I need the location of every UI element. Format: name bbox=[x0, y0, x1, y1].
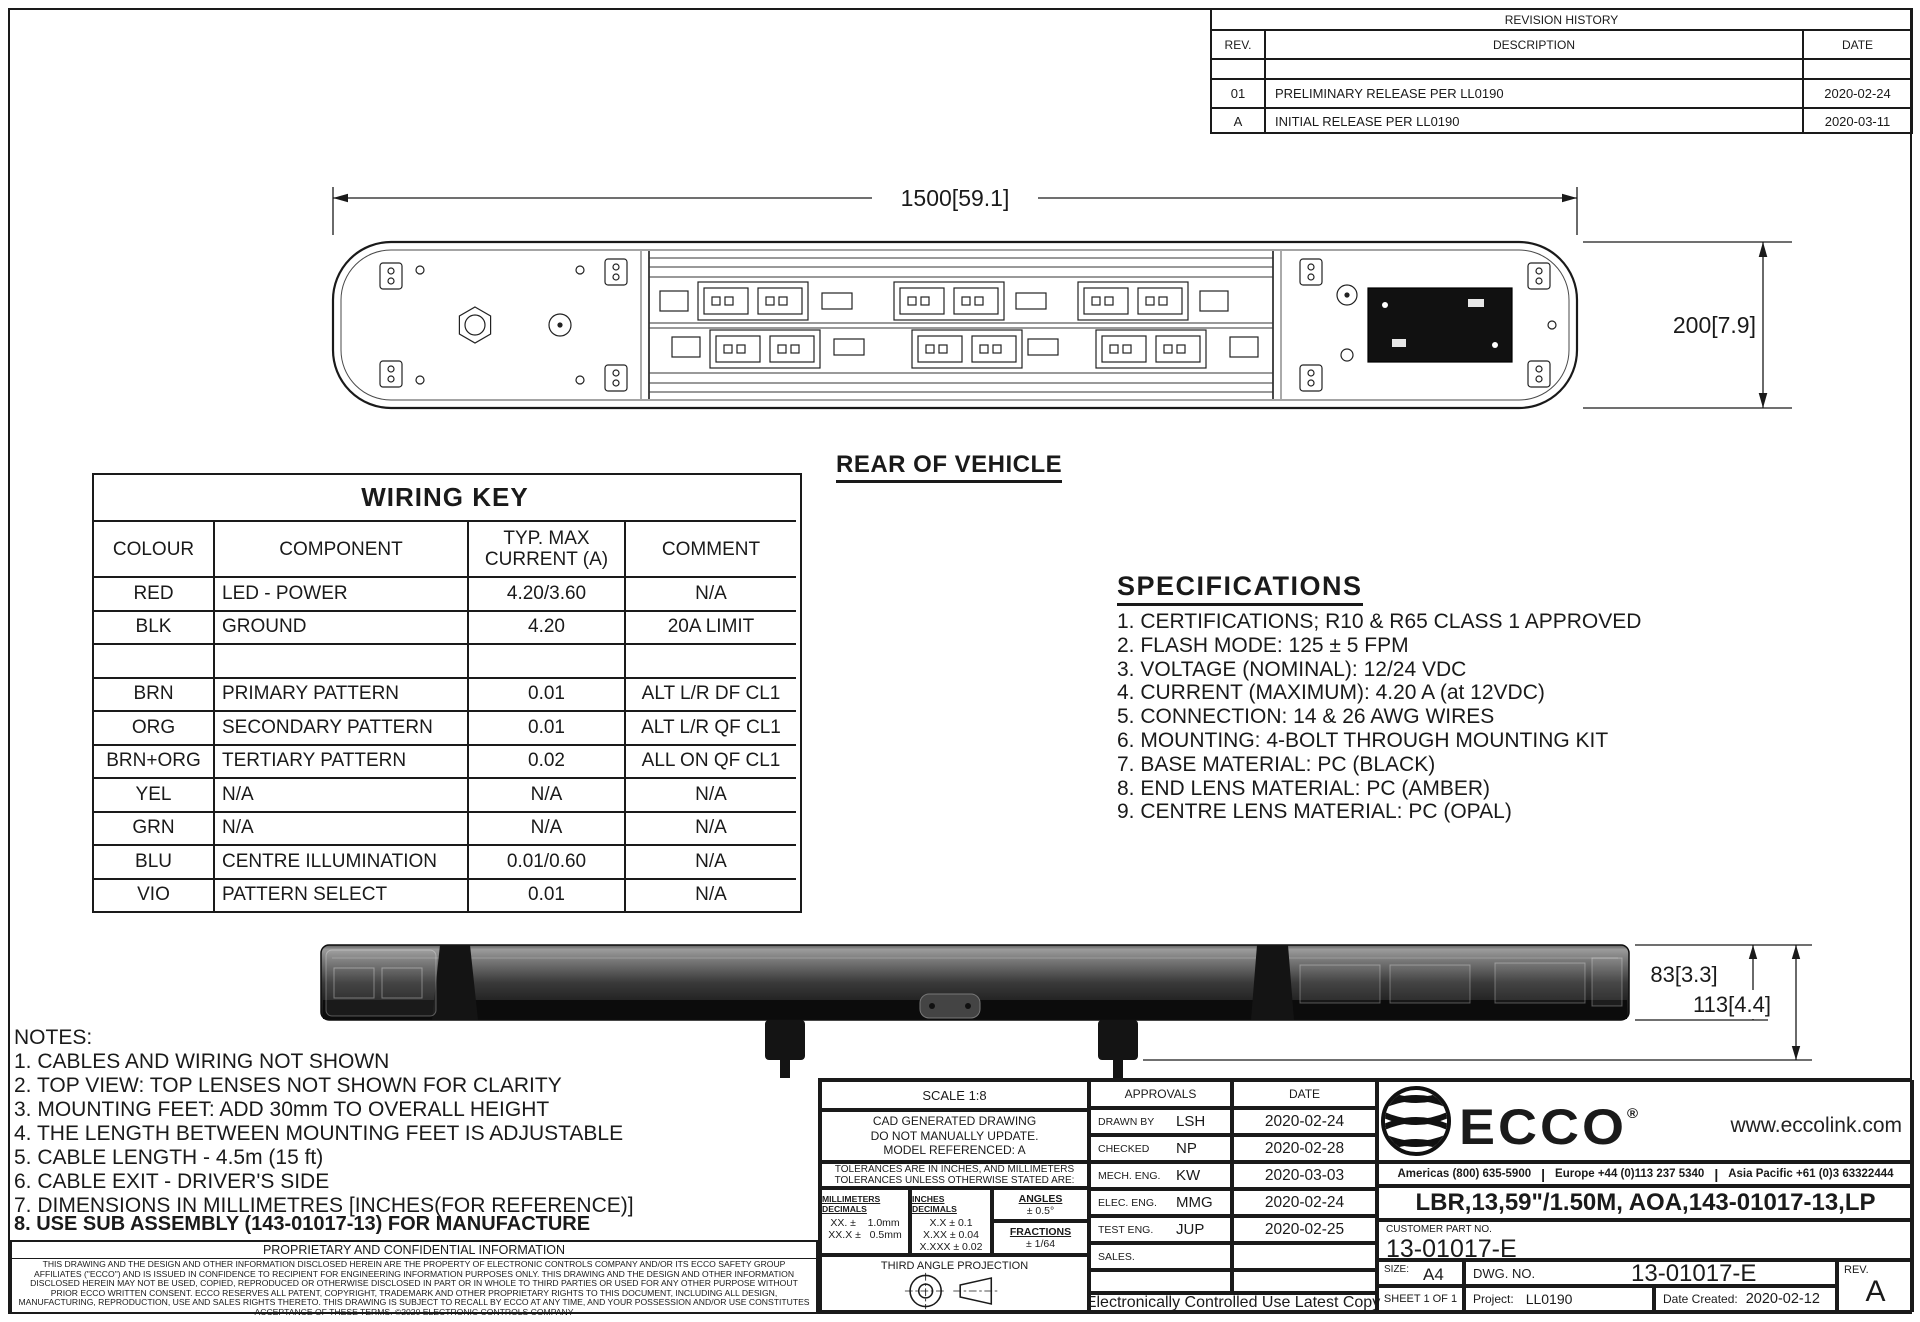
website-text: www.eccolink.com bbox=[1730, 1114, 1902, 1137]
approval-date: 2020-02-28 bbox=[1232, 1135, 1377, 1162]
ecco-globe-icon bbox=[1379, 1084, 1453, 1158]
inch-tolerance-cell: INCHES DECIMALS X.X ± 0.1 X.XX ± 0.04 X.XXX ± 0.02 bbox=[910, 1188, 992, 1255]
wiring-cell: 20A LIMIT bbox=[624, 610, 796, 644]
approval-date bbox=[1232, 1243, 1377, 1270]
phone-asia: Asia Pacific +61 (0)3 63322444 bbox=[1728, 1168, 1894, 1180]
wiring-cell: PRIMARY PATTERN bbox=[213, 677, 467, 711]
proprietary-notice bbox=[10, 1240, 818, 1317]
product-title-cell: LBR,13,59"/1.50M, AOA,143-01017-13,LP bbox=[1377, 1186, 1914, 1220]
component-col-header: COMPONENT bbox=[213, 520, 467, 576]
phone-separator: | bbox=[1714, 1166, 1719, 1182]
wiring-cell: BRN bbox=[94, 677, 213, 711]
note-item: 5. CABLE LENGTH - 4.5m (15 ft) bbox=[14, 1146, 324, 1169]
approval-role: ELEC. ENG. MMG bbox=[1089, 1189, 1232, 1216]
size-cell: SIZE: A4 bbox=[1377, 1260, 1464, 1286]
wiring-cell: YEL bbox=[94, 777, 213, 811]
revision-row-cell: INITIAL RELEASE PER LL0190 bbox=[1264, 107, 1802, 134]
mm-tolerance-cell: MILLIMETERS DECIMALS XX. ± 1.0mm XX.X ± 0.5mm bbox=[820, 1188, 910, 1255]
wiring-cell: N/A bbox=[467, 777, 624, 811]
revision-row-cell: 01 bbox=[1212, 78, 1264, 107]
revision-row-cell: 2020-03-11 bbox=[1802, 107, 1911, 134]
sheet-cell: SHEET 1 OF 1 bbox=[1377, 1286, 1464, 1312]
note-item: 2. TOP VIEW: TOP LENSES NOT SHOWN FOR CLARITY bbox=[14, 1074, 562, 1097]
spec-item: 9. CENTRE LENS MATERIAL: PC (OPAL) bbox=[1117, 800, 1512, 824]
revision-row-cell bbox=[1212, 58, 1264, 78]
phone-europe: Europe +44 (0)113 237 5340 bbox=[1555, 1168, 1705, 1180]
registered-mark: ® bbox=[1627, 1106, 1642, 1122]
wiring-cell bbox=[213, 643, 467, 677]
wiring-cell: 4.20 bbox=[467, 610, 624, 644]
phone-numbers-row bbox=[1377, 1162, 1914, 1186]
body-height-dim-label: 83[3.3] bbox=[1650, 962, 1718, 987]
wiring-cell: 0.01 bbox=[467, 677, 624, 711]
length-dimension-label: 1500[59.1] bbox=[900, 185, 1010, 211]
approval-empty-cell bbox=[1232, 1270, 1377, 1293]
wiring-cell: PATTERN SELECT bbox=[213, 878, 467, 912]
rear-of-vehicle-caption: REAR OF VEHICLE bbox=[836, 451, 1062, 483]
wiring-key-table bbox=[92, 473, 802, 913]
wiring-cell: ALT L/R DF CL1 bbox=[624, 677, 796, 711]
wiring-key-title: WIRING KEY bbox=[361, 482, 529, 512]
wiring-cell: TERTIARY PATTERN bbox=[213, 744, 467, 778]
approval-empty-cell bbox=[1089, 1270, 1232, 1293]
revision-row-cell bbox=[1264, 58, 1802, 78]
comment-col-header: COMMENT bbox=[624, 520, 796, 576]
drawing-number-cell: DWG. NO. 13-01017-E bbox=[1464, 1260, 1837, 1286]
scale-cell: SCALE 1:8 bbox=[820, 1080, 1089, 1110]
projection-cell: THIRD ANGLE PROJECTION bbox=[820, 1255, 1089, 1312]
proprietary-heading: PROPRIETARY AND CONFIDENTIAL INFORMATION bbox=[12, 1242, 816, 1259]
date-created-cell: Date Created: 2020-02-12 bbox=[1654, 1286, 1837, 1312]
spec-item: 7. BASE MATERIAL: PC (BLACK) bbox=[1117, 752, 1436, 776]
wiring-cell: LED - POWER bbox=[213, 576, 467, 610]
description-col-header: DESCRIPTION bbox=[1264, 29, 1802, 58]
note-item: 7. DIMENSIONS IN MILLIMETRES [INCHES(FOR REFERENCE)] bbox=[14, 1194, 634, 1217]
wiring-cell: 0.01/0.60 bbox=[467, 844, 624, 878]
date-col-header: DATE bbox=[1802, 29, 1911, 58]
revision-history-title: REVISION HISTORY bbox=[1504, 12, 1619, 27]
lightbar-top-view-drawing bbox=[300, 175, 1800, 425]
wiring-cell: N/A bbox=[213, 811, 467, 845]
spec-item: 4. CURRENT (MAXIMUM): 4.20 A (at 12VDC) bbox=[1117, 681, 1545, 705]
revision-row-cell: 2020-02-24 bbox=[1802, 78, 1911, 107]
approval-role: SALES. bbox=[1089, 1243, 1232, 1270]
customer-part-cell: CUSTOMER PART NO. 13-01017-E bbox=[1377, 1220, 1914, 1260]
colour-col-header: COLOUR bbox=[94, 520, 213, 576]
approval-date: 2020-02-24 bbox=[1232, 1189, 1377, 1216]
phone-americas: Americas (800) 635-5900 bbox=[1397, 1168, 1532, 1180]
approval-role: CHECKED NP bbox=[1089, 1135, 1232, 1162]
project-cell: Project: LL0190 bbox=[1464, 1286, 1654, 1312]
notes-title: NOTES: bbox=[14, 1026, 93, 1049]
electronic-control-note: Electronically Controlled Use Latest Copy bbox=[1085, 1293, 1381, 1311]
sideview-bar bbox=[321, 945, 1629, 1020]
proprietary-body: THIS DRAWING AND THE DESIGN AND OTHER INFORMATION DISCLOSED HEREIN ARE THE PROPERTY OF ELECTRONIC CONTROLS COMPANY AND/OR ITS ECCO SAFETY GROUP AFFILIATES ("ECCO") AND IS ISSUED IN CONFIDENCE TO RECIPIENT FOR ENGINEERING INFORMATION PURPOSES ONLY. THIS DRAWING AND THE DESIGN AND OTHER INFORMATION DISCLOSED HEREIN MAY NOT BE USED, COPIED, REPRODUCED OR OTHERWISE DISCLOSED IN PART OR IN WHOLE TO THIRD PARTIES OR USED FOR ANY OTHER PURPOSE WITHOUT PRIOR ECCO WRITTEN CONSENT. ECCO RESERVES ALL PATENT, COPYRIGHT, TRADEMARK AND OTHER PROPRIETARY RIGHTS TO THIS DOCUMENT, INCLUDING ALL DESIGN, MANUFACTURING, REPRODUCTION, USE AND SALES RIGHTS THERETO. THIS DRAWING IS SUBJECT TO RECALL BY ECCO AT ANY TIME, AND YOUR POSSESSION AND/OR USE CONSTITUTES ACCEPTANCE OF THESE TERMS. ©2020 ELECTRONIC CONTROLS COMPANY bbox=[18, 1259, 810, 1317]
brand-cell bbox=[1377, 1080, 1914, 1162]
wiring-cell: BRN+ORG bbox=[94, 744, 213, 778]
current-col-header: TYP. MAX CURRENT (A) bbox=[467, 520, 624, 576]
wiring-cell: ALL ON QF CL1 bbox=[624, 744, 796, 778]
specifications-title: SPECIFICATIONS bbox=[1117, 571, 1363, 606]
spec-item: 3. VOLTAGE (NOMINAL): 12/24 VDC bbox=[1117, 657, 1467, 681]
revision-row-cell bbox=[1802, 58, 1911, 78]
wiring-cell: N/A bbox=[467, 811, 624, 845]
note-item: 3. MOUNTING FEET: ADD 30mm TO OVERALL HEIGHT bbox=[14, 1098, 550, 1121]
wiring-cell: VIO bbox=[94, 878, 213, 912]
wiring-cell: N/A bbox=[213, 777, 467, 811]
approval-date: 2020-03-03 bbox=[1232, 1162, 1377, 1189]
third-angle-projection-icon bbox=[895, 1272, 1015, 1310]
spec-item: 5. CONNECTION: 14 & 26 AWG WIRES bbox=[1117, 705, 1495, 729]
revision-row-cell: PRELIMINARY RELEASE PER LL0190 bbox=[1264, 78, 1802, 107]
wiring-cell: 0.01 bbox=[467, 878, 624, 912]
fractions-tolerance-cell: FRACTIONS ± 1/64 bbox=[992, 1221, 1089, 1255]
tolerance-note-cell: TOLERANCES ARE IN INCHES, AND MILLIMETERS TOLERANCES UNLESS OTHERWISE STATED ARE: bbox=[820, 1162, 1089, 1188]
wiring-cell: GROUND bbox=[213, 610, 467, 644]
note-item: 1. CABLES AND WIRING NOT SHOWN bbox=[14, 1050, 390, 1073]
wiring-cell bbox=[624, 643, 796, 677]
spec-item: 1. CERTIFICATIONS; R10 & R65 CLASS 1 APPROVED bbox=[1117, 610, 1642, 633]
approval-role: MECH. ENG. KW bbox=[1089, 1162, 1232, 1189]
note-item-manufacture: 8. USE SUB ASSEMBLY (143-01017-13) FOR MANUFACTURE bbox=[14, 1213, 591, 1235]
wiring-cell: 0.02 bbox=[467, 744, 624, 778]
angles-tolerance-cell: ANGLES ± 0.5° bbox=[992, 1188, 1089, 1221]
wiring-cell: N/A bbox=[624, 844, 796, 878]
note-item: 6. CABLE EXIT - DRIVER'S SIDE bbox=[14, 1170, 330, 1193]
wiring-cell: 4.20/3.60 bbox=[467, 576, 624, 610]
revision-cell: REV. A bbox=[1837, 1260, 1914, 1312]
wiring-cell: 0.01 bbox=[467, 710, 624, 744]
spec-item: 6. MOUNTING: 4-BOLT THROUGH MOUNTING KIT bbox=[1117, 728, 1609, 752]
approvals-header: APPROVALS bbox=[1089, 1080, 1232, 1108]
phone-separator: | bbox=[1541, 1166, 1546, 1182]
wiring-cell: GRN bbox=[94, 811, 213, 845]
cad-note-cell: CAD GENERATED DRAWING DO NOT MANUALLY UPDATE. MODEL REFERENCED: A bbox=[820, 1110, 1089, 1162]
approval-date: 2020-02-25 bbox=[1232, 1216, 1377, 1243]
overall-height-dim-label: 113[4.4] bbox=[1693, 992, 1771, 1017]
approval-role: DRAWN BY LSH bbox=[1089, 1108, 1232, 1135]
wiring-cell: BLK bbox=[94, 610, 213, 644]
revision-history-table bbox=[1210, 8, 1913, 134]
spec-item: 2. FLASH MODE: 125 ± 5 FPM bbox=[1117, 633, 1409, 657]
specifications-list bbox=[1117, 610, 1641, 824]
approval-date: 2020-02-24 bbox=[1232, 1108, 1377, 1135]
wiring-cell: N/A bbox=[624, 777, 796, 811]
width-dimension-label: 200[7.9] bbox=[1672, 312, 1756, 338]
wiring-cell: ALT L/R QF CL1 bbox=[624, 710, 796, 744]
note-item: 4. THE LENGTH BETWEEN MOUNTING FEET IS ADJUSTABLE bbox=[14, 1122, 624, 1145]
wiring-cell: CENTRE ILLUMINATION bbox=[213, 844, 467, 878]
wiring-cell: SECONDARY PATTERN bbox=[213, 710, 467, 744]
revision-row-cell: A bbox=[1212, 107, 1264, 134]
wiring-cell: ORG bbox=[94, 710, 213, 744]
rev-col-header: REV. bbox=[1212, 29, 1264, 58]
wiring-cell: N/A bbox=[624, 811, 796, 845]
wiring-cell bbox=[94, 643, 213, 677]
wiring-cell bbox=[467, 643, 624, 677]
notes-list bbox=[14, 1026, 634, 1218]
wiring-cell: BLU bbox=[94, 844, 213, 878]
ecco-wordmark: ECCO® bbox=[1459, 1099, 1642, 1156]
wiring-cell: N/A bbox=[624, 576, 796, 610]
wiring-cell: N/A bbox=[624, 878, 796, 912]
title-block bbox=[818, 1078, 1912, 1314]
approvals-date-header: DATE bbox=[1232, 1080, 1377, 1108]
mounting-feet bbox=[765, 1020, 1138, 1078]
wiring-cell: RED bbox=[94, 576, 213, 610]
spec-item: 8. END LENS MATERIAL: PC (AMBER) bbox=[1117, 776, 1491, 800]
approval-role: TEST ENG. JUP bbox=[1089, 1216, 1232, 1243]
